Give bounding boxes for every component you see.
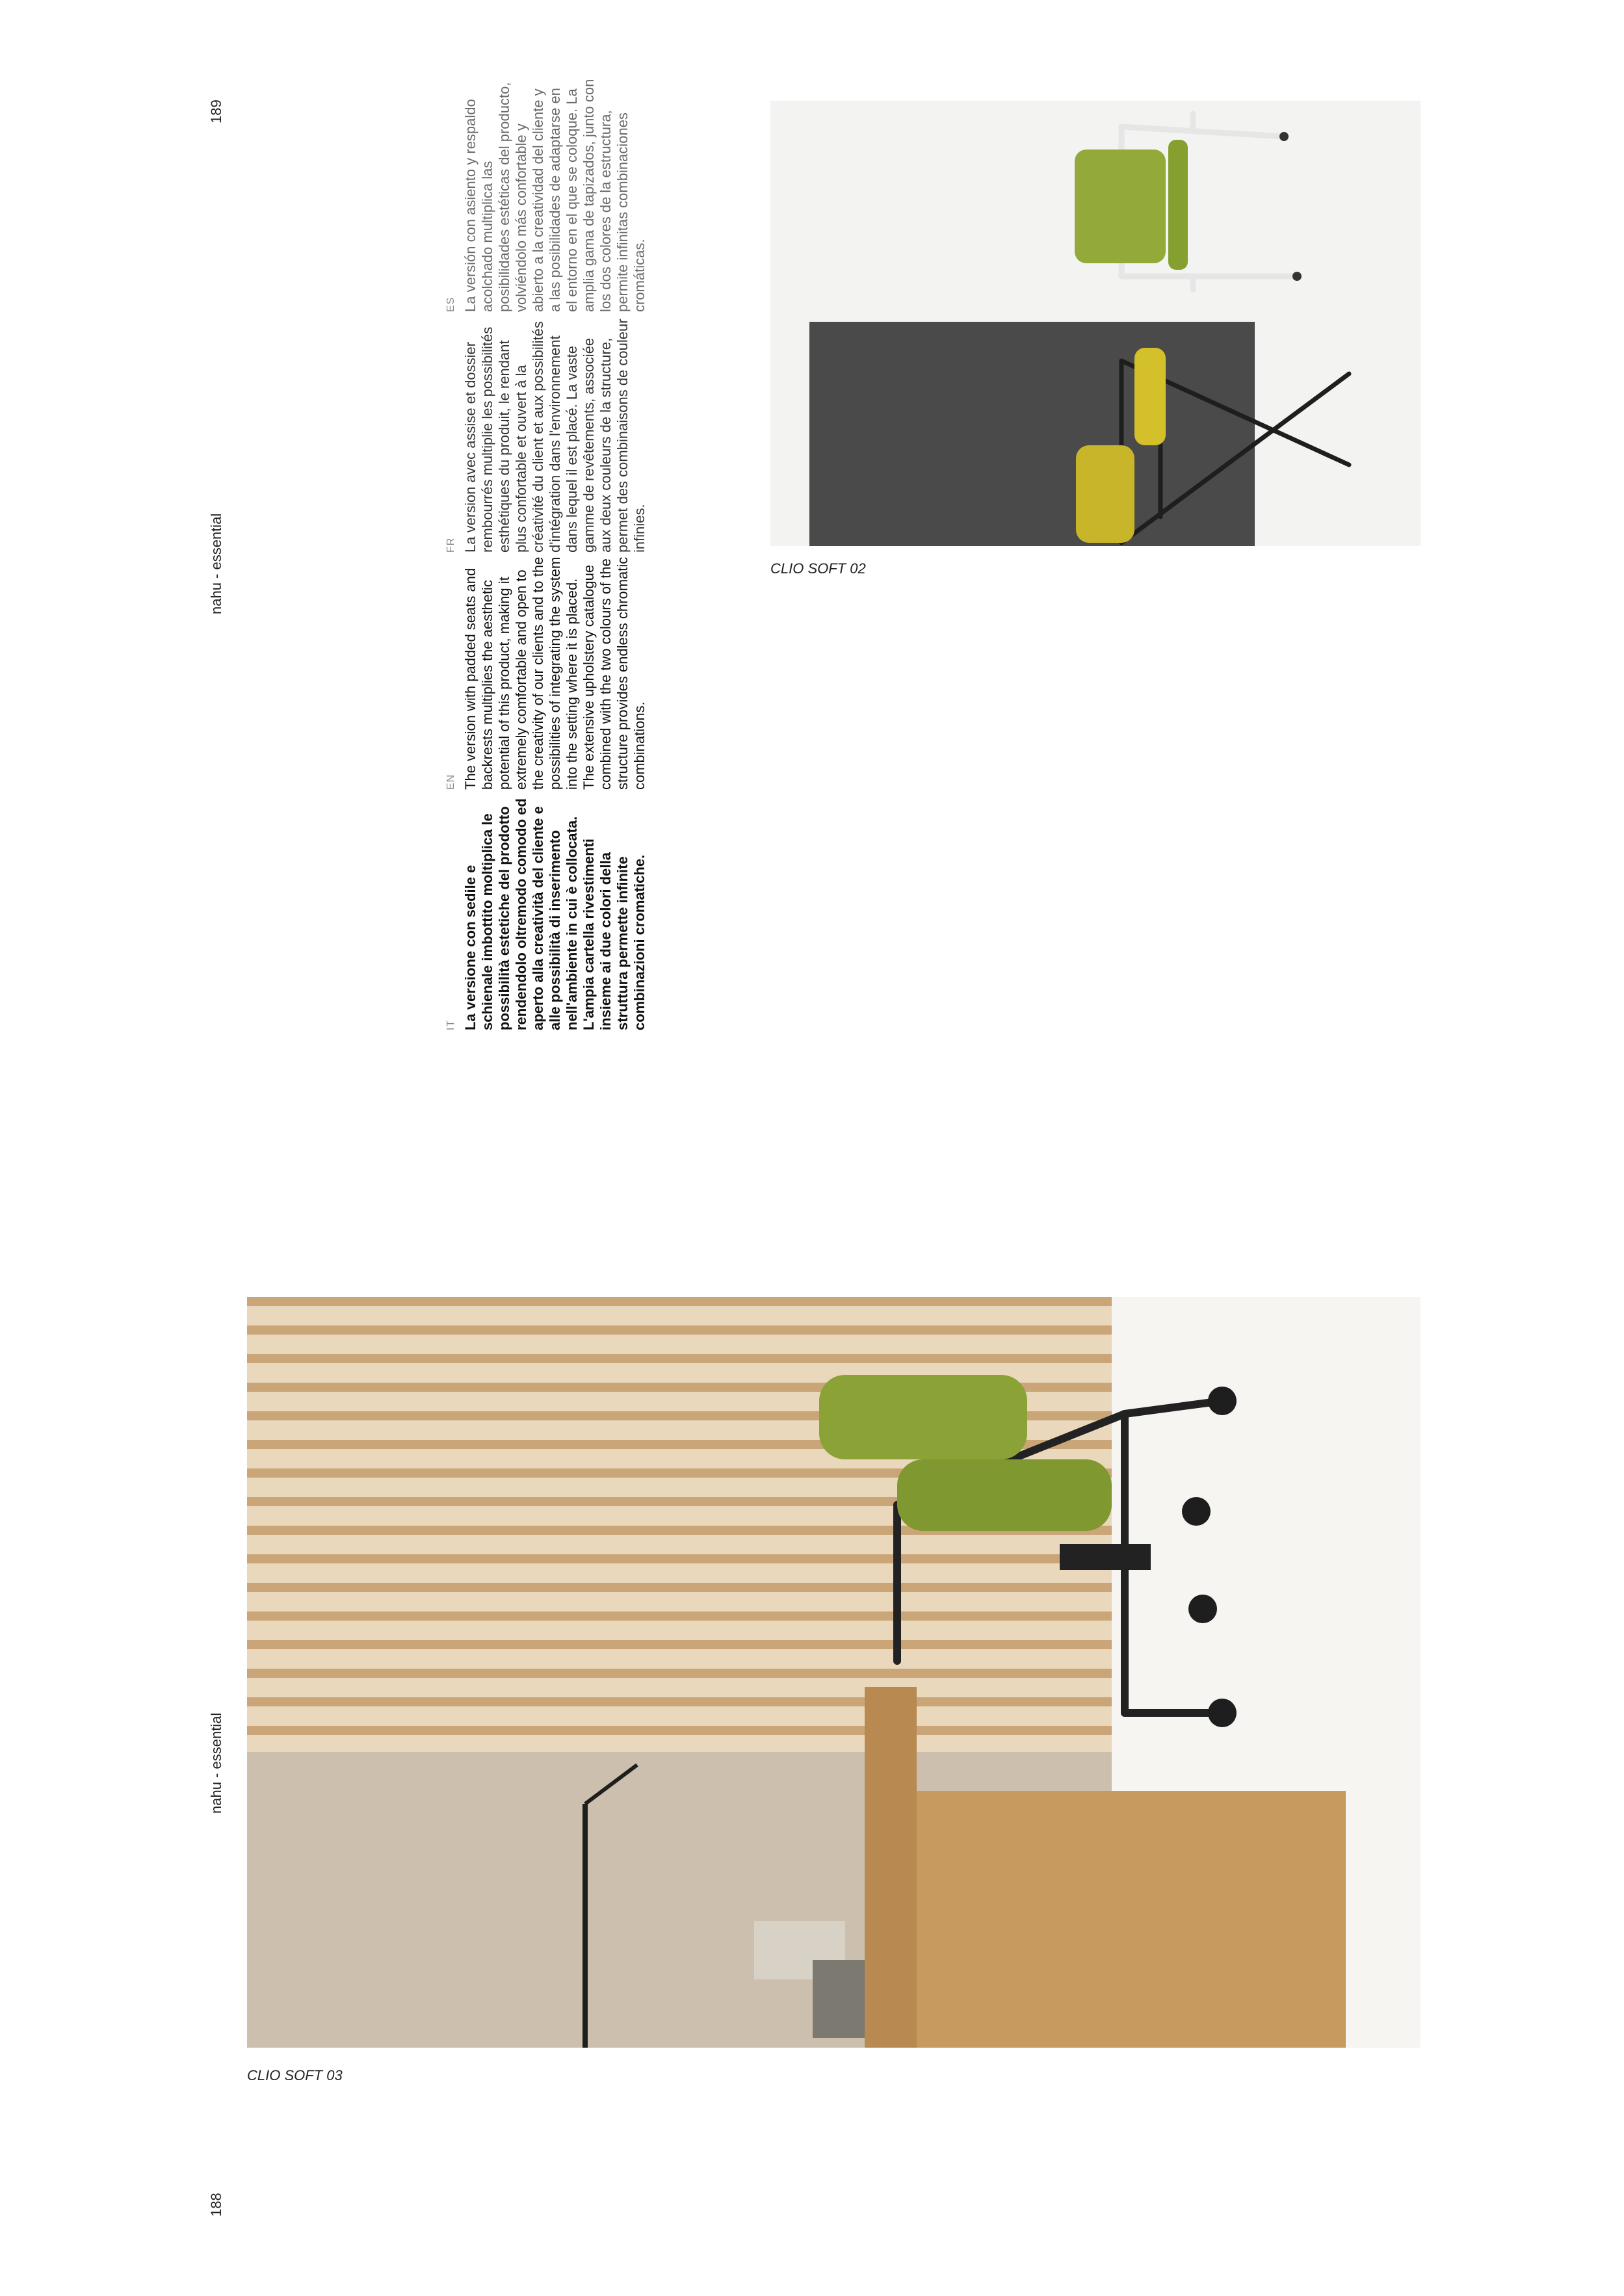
body-text-fr: La version avec assise et dossier rembourrés multiplie les possibilités esthétiques du produit, le rendant plus confortable et ouvert à la créativité du client et aux possibilités d'intégration dans l'environnement dans lequel il est placé. La vaste gamme de revêtements, associée aux deux couleurs de la structure, permet des combinaisons de couleur infinies. [462, 319, 648, 553]
page-header-right: nahu - essential [208, 513, 224, 614]
caption-clio-soft-03: CLIO SOFT 03 [247, 2067, 343, 2083]
lang-label-en: EN [445, 774, 456, 790]
text-column-en [445, 556, 648, 790]
body-text-en: The version with padded seats and backrests multiplies the aesthetic potential of this product, making it extremely comfortable and open to the creativity of our clients and to the possibilities of integrating the system into the setting where it is placed. The extensive upholstery catalogue combined with the two colours of the structure provides endless chromatic combinations. [462, 556, 648, 790]
photo-clio-soft-02-illustration [770, 101, 1421, 546]
photo-clio-soft-03 [247, 1297, 1421, 2048]
page-number-left: 188 [208, 2193, 224, 2217]
text-column-es [445, 78, 648, 312]
lang-label-fr: FR [445, 537, 456, 553]
lang-label-es: ES [445, 296, 456, 312]
lang-label-it: IT [445, 1019, 456, 1030]
photo-clio-soft-03-illustration [247, 1297, 1421, 2048]
photo-clio-soft-02 [770, 101, 1421, 546]
text-column-fr [445, 319, 648, 553]
caption-clio-soft-02: CLIO SOFT 02 [770, 560, 866, 577]
page-number-right: 189 [208, 99, 224, 124]
body-text-es: La versión con asiento y respaldo acolchado multiplica las posibilidades estéticas del producto, volviéndolo más confortable y abierto a la creatividad del cliente y a las posibilidades de adaptarse en el entorno en el que se coloque. La amplia gama de tapizados, junto con los dos colores de la estructura, permite infinitas combinaciones cromáticas. [462, 79, 648, 312]
text-column-it [445, 796, 648, 1030]
body-text-it: La versione con sedile e schienale imbottito moltiplica le possibilità estetiche del prodotto rendendolo oltremodo comodo ed aperto alla creatività del cliente e alle possibilità di inserimento nell'ambiente in cui è collocata. L'ampia cartella rivestimenti insieme ai due colori della struttura permette infinite combinazioni cromatiche. [462, 798, 648, 1030]
page-header-left: nahu - essential [208, 1712, 224, 1814]
